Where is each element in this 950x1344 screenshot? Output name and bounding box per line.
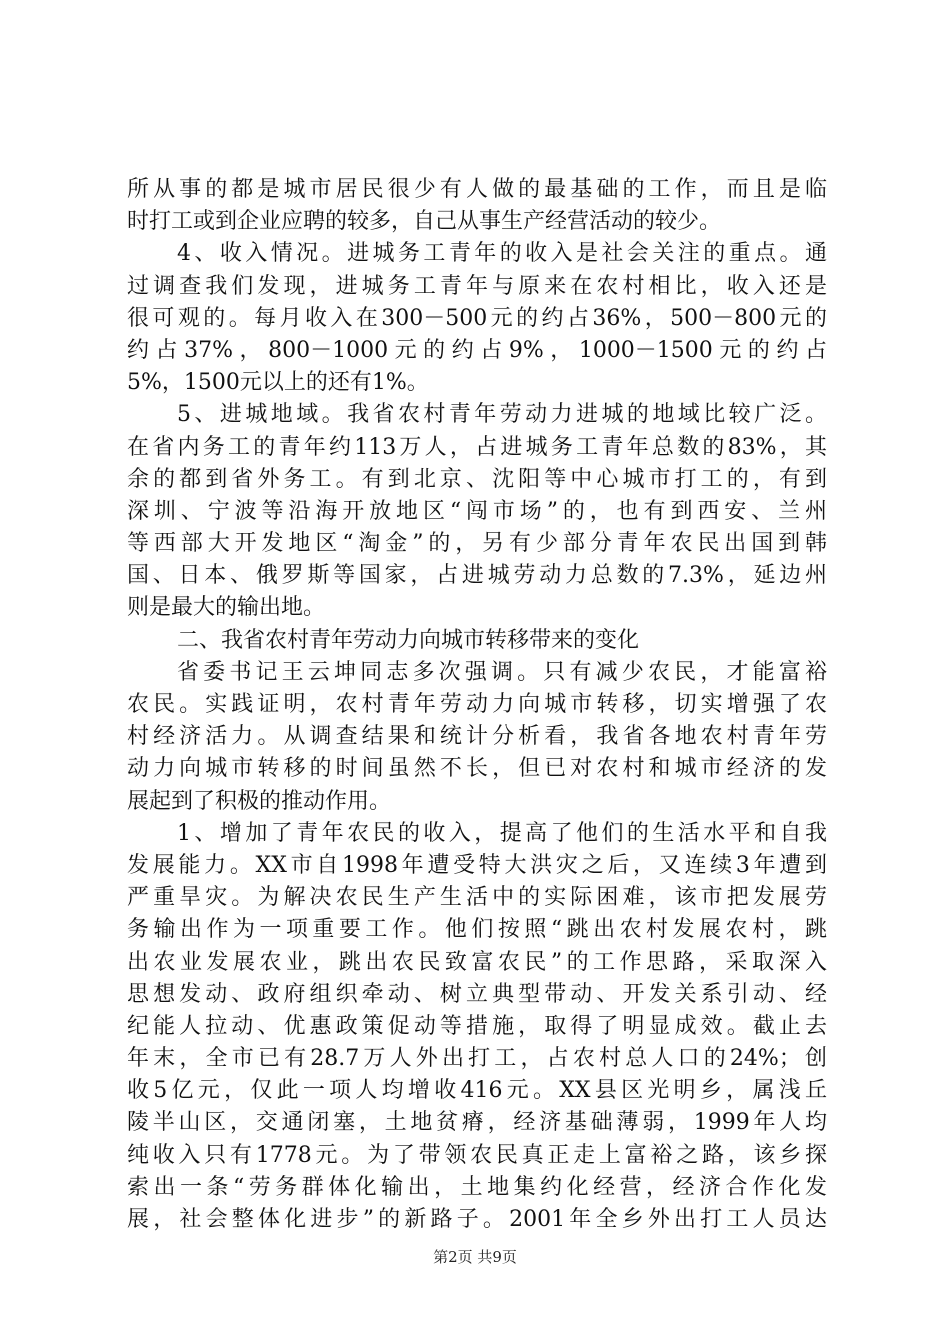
body-text [127, 174, 827, 1236]
text-line: 村经济活力。从调查结果和统计分析看，我省各地农村青年劳 [127, 724, 827, 750]
text-line: 在省内务工的青年约113万人，占进城务工青年总数的83%，其 [127, 434, 827, 460]
text-line: 4、收入情况。进城务工青年的收入是社会关注的重点。通 [177, 241, 827, 267]
text-line: 出农业发展农业，跳出农民致富农民”的工作思路，采取深入 [127, 949, 827, 975]
text-line: 深圳、宁波等沿海开放地区“闯市场”的，也有到西安、兰州 [127, 498, 827, 524]
text-line: 索出一条“劳务群体化输出，土地集约化经营，经济合作化发 [127, 1174, 827, 1200]
text-line: 严重旱灾。为解决农民生产生活中的实际困难，该市把发展劳 [127, 885, 827, 911]
text-line: 收5亿元，仅此一项人均增收416元。XX县区光明乡，属浅丘 [127, 1078, 827, 1104]
text-line: 5、进城地域。我省农村青年劳动力进城的地域比较广泛。 [177, 402, 827, 428]
text-line: 时打工或到企业应聘的较多，自己从事生产经营活动的较少。 [127, 209, 722, 235]
text-line: 余的都到省外务工。有到北京、沈阳等中心城市打工的，有到 [127, 466, 827, 492]
text-line: 过调查我们发现，进城务工青年与原来在农村相比，收入还是 [127, 273, 827, 299]
text-line: 农民。实践证明，农村青年劳动力向城市转移，切实增强了农 [127, 692, 827, 717]
text-line: 发展能力。XX市自1998年遭受特大洪灾之后，又连续3年遭到 [127, 852, 827, 878]
text-line: 年末，全市已有28.7万人外出打工，占农村总人口的24%；创 [127, 1046, 827, 1072]
text-line: 思想发动、政府组织牵动、树立典型带动、开发关系引动、经 [127, 981, 827, 1007]
page-footer: 第2页 共9页 [433, 1248, 517, 1266]
text-line: 省委书记王云坤同志多次强调。只有减少农民，才能富裕 [177, 659, 827, 685]
text-line: 务输出作为一项重要工作。他们按照“跳出农村发展农村，跳 [127, 917, 827, 943]
text-line: 1、增加了青年农民的收入，提高了他们的生活水平和自我 [177, 820, 827, 846]
text-line: 等西部大开发地区“淘金”的，另有少部分青年农民出国到韩 [127, 531, 827, 557]
text-line: 则是最大的输出地。 [127, 595, 326, 621]
text-line: 纪能人拉动、优惠政策促动等措施，取得了明显成效。截止去 [127, 1013, 827, 1039]
text-line: 展，社会整体化进步”的新路子。2001年全乡外出打工人员达 [127, 1207, 827, 1232]
text-line: 国、日本、俄罗斯等国家，占进城劳动力总数的7.3%，延边州 [127, 563, 827, 589]
text-line: 5%，1500元以上的还有1%。 [127, 370, 429, 396]
text-line: 很可观的。每月收入在300－500元的约占36%，500－800元的 [127, 305, 827, 331]
text-line: 动力向城市转移的时间虽然不长，但已对农村和城市经济的发 [127, 756, 827, 782]
text-line: 约占37%，800－1000元的约占9%，1000－1500元的约占 [127, 337, 827, 363]
text-line: 二、我省农村青年劳动力向城市转移带来的变化 [177, 627, 640, 653]
text-line: 展起到了积极的推动作用。 [127, 788, 392, 814]
text-line: 陵半山区，交通闭塞，土地贫瘠，经济基础薄弱，1999年人均 [127, 1110, 827, 1136]
text-line: 纯收入只有1778元。为了带领农民真正走上富裕之路，该乡探 [127, 1142, 827, 1168]
text-line: 所从事的都是城市居民很少有人做的最基础的工作，而且是临 [127, 177, 827, 202]
